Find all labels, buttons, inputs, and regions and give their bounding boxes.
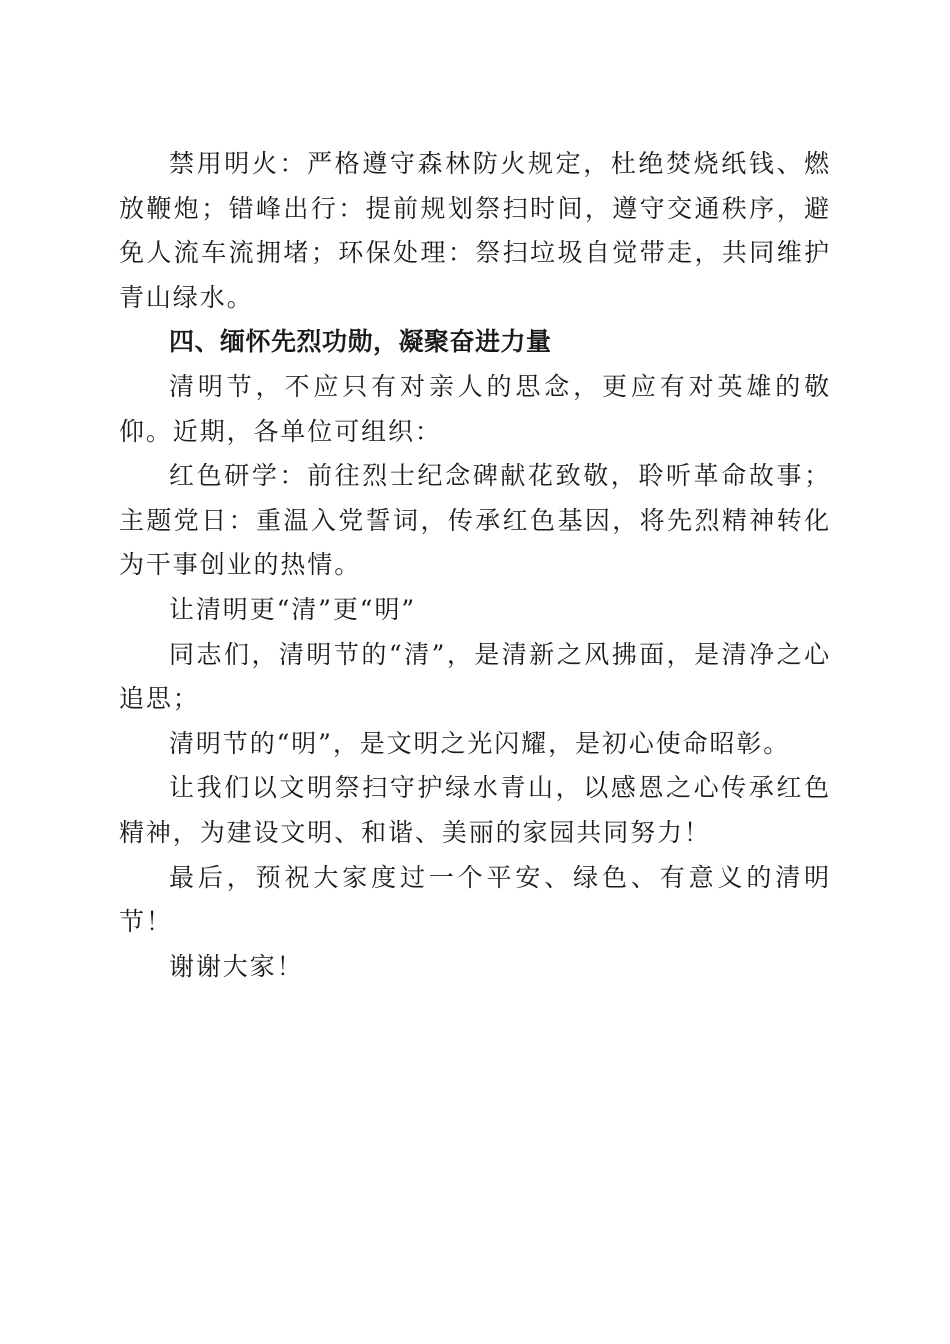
paragraph-wishes: 最后，预祝大家度过一个平安、绿色、有意义的清明节！ [119,862,831,937]
paragraph-subtitle-qingming: 让清明更“清”更“明” [169,594,417,624]
document-body [119,142,831,989]
paragraph-civilized-sweeping-rules: 禁用明火：严格遵守森林防火规定，杜绝焚烧纸钱、燃放鞭炮；错峰出行：提前规划祭扫时间，遵守交通秩序，避免人流车流拥堵；环保处理：祭扫垃圾自觉带走，共同维护青山绿水。 [119,149,831,312]
paragraph-meaning-qing: 同志们，清明节的“清”，是清新之风拂面，是清净之心追思； [119,639,831,714]
paragraph-meaning-ming: 清明节的“明”，是文明之光闪耀，是初心使命昭彰。 [169,728,791,758]
paragraph-call-to-action: 让我们以文明祭扫守护绿水青山，以感恩之心传承红色精神，为建设文明、和谐、美丽的家园共同努力！ [119,773,831,847]
paragraph-red-study: 红色研学：前往烈士纪念碑献花致敬，聆听革命故事；主题党日：重温入党誓词，传承红色基因，将先烈精神转化为干事创业的热情。 [119,461,831,580]
section-heading-four: 四、缅怀先烈功勋，凝聚奋进力量 [169,327,552,357]
paragraph-honor-heroes: 清明节，不应只有对亲人的思念，更应有对英雄的敬仰。近期，各单位可组织： [119,371,831,446]
paragraph-thanks: 谢谢大家！ [169,951,304,981]
